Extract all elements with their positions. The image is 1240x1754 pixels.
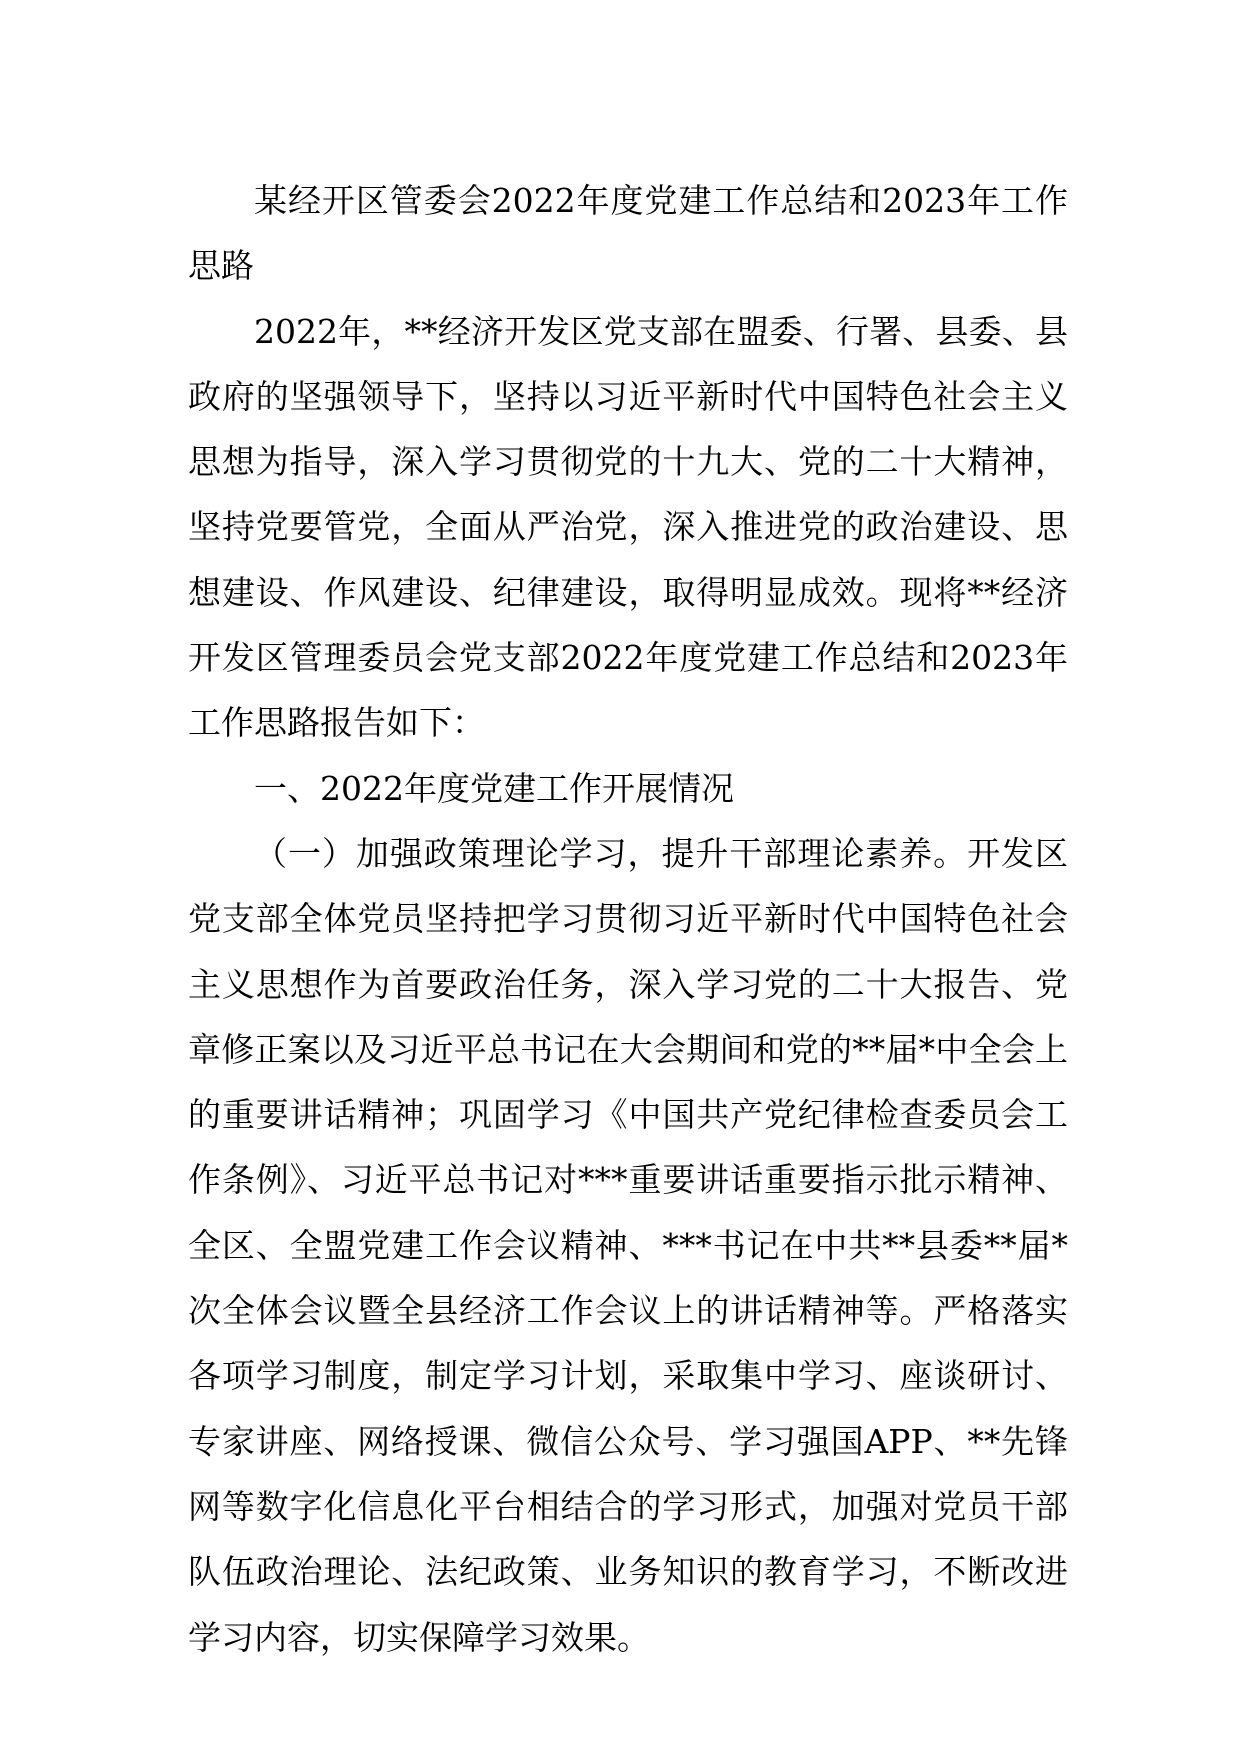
intro-paragraph: 2022年，**经济开发区党支部在盟委、行署、县委、县政府的坚强领导下，坚持以习近平新时代中国特色社会主义思想为指导，深入学习贯彻党的十九大、党的二十大精神，坚持党要管党，全面从严治党，深入推进党的政治建设、思想建设、作风建设、纪律建设，取得明显成效。现将**经济开发区管理委员会党支部2022年度党建工作总结和2023年工作思路报告如下： — [188, 311, 1068, 743]
section-heading: 一、2022年度党建工作开展情况 — [254, 768, 734, 808]
subsection-paragraph: （一）加强政策理论学习，提升干部理论素养。开发区党支部全体党员坚持把学习贯彻习近平新时代中国特色社会主义思想作为首要政治任务，深入学习党的二十大报告、党章修正案以及习近平总书记在大会期间和党的**届*中全会上的重要讲话精神；巩固学习《中国共产党纪律检查委员会工作条例》、习近平总书记对***重要讲话重要指示批示精神、全区、全盟党建工作会议精神、***书记在中共**县委**届*次全体会议暨全县经济工作会议上的讲话精神等。严格落实各项学习制度，制定学习计划，采取集中学习、座谈研讨、专家讲座、网络授课、微信公众号、学习强国APP、**先锋网等数字化信息化平台相结合的学习形式，加强对党员干部队伍政治理论、法纪政策、业务知识的教育学习，不断改进学习内容，切实保障学习效果。 — [188, 833, 1068, 1657]
document-page — [188, 168, 1068, 1670]
document-title: 某经开区管委会2022年度党建工作总结和2023年工作思路 — [188, 181, 1068, 286]
